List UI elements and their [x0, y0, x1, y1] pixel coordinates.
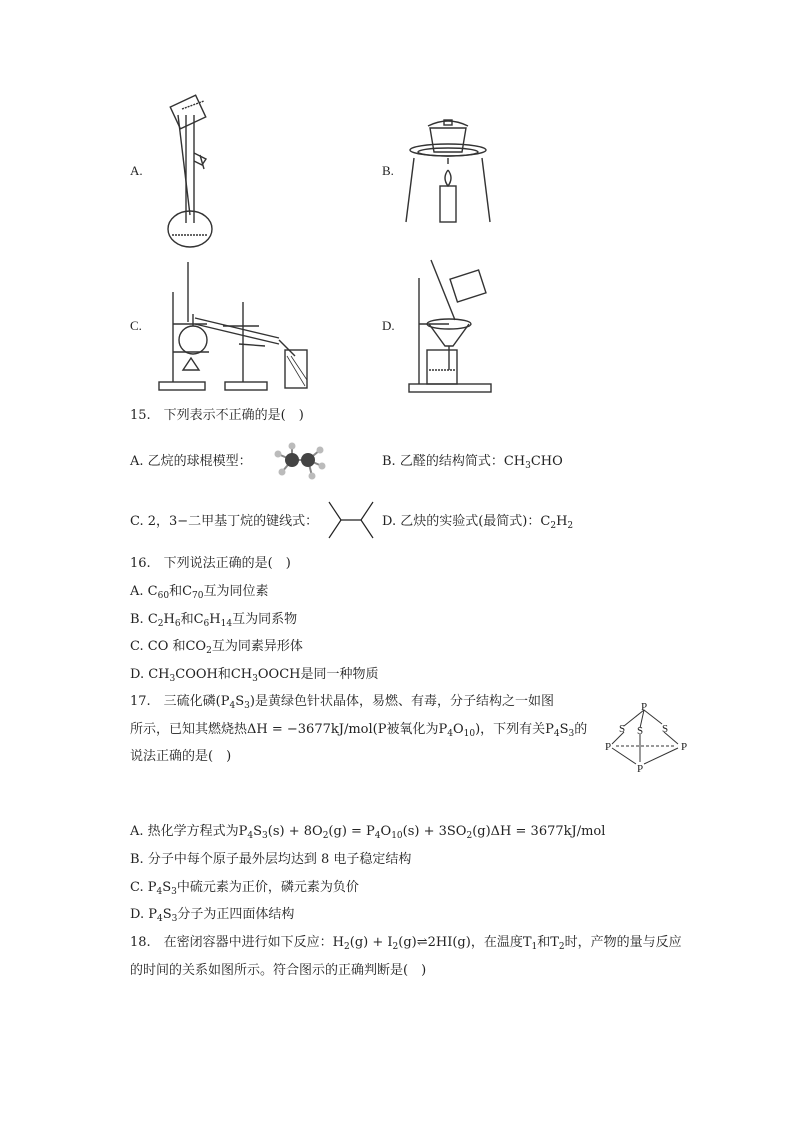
option-c-label: C. — [130, 318, 142, 333]
q16-option-b: B. $C_2H_6$和$C_6H_{14}$互为同系物 — [130, 612, 298, 629]
option-a-label: A. — [130, 163, 143, 178]
q15-option-a: A. 乙烷的球棍模型： — [130, 454, 252, 469]
crucible-heating-figure — [400, 118, 496, 226]
option-d-label: D. — [382, 318, 395, 333]
q18-stem-line2: 的时间的关系如图所示。符合图示的正确判断是( ) — [130, 963, 427, 978]
dimethylbutane-skeletal-formula-figure — [327, 498, 375, 542]
q16-stem: 16. 下列说法正确的是( ) — [130, 556, 291, 571]
atom-s-left: S — [618, 723, 626, 735]
chem-formula: $C_2H_2$ — [540, 514, 574, 531]
q17-option-b: B. 分子中每个原子最外层均达到 8 电子稳定结构 — [130, 852, 412, 867]
q16-option-a: A. $C_{60}$和$C_{70}$互为同位素 — [130, 584, 269, 601]
p4s3-molecular-structure-figure — [600, 700, 696, 776]
ethane-ball-stick-model-figure — [268, 436, 332, 486]
q15-option-d: D. 乙炔的实验式(最简式)：$C_2H_2$ — [382, 514, 574, 531]
q16-option-d: D. $CH_3COOH$和$CH_3OOCH$是同一种物质 — [130, 667, 379, 684]
q18-stem-line1: 18. 在密闭容器中进行如下反应：$H_2(g)$ + $I_2(g)\rightleftharpoons 2HI(g)$，在温度$T_1$和$T_2$时，产物的量与反应 — [130, 935, 682, 952]
q17-option-a: A. 热化学方程式为$P_4S_3(s) + 8O_2(g) = P_4O_{10}(s) + 3SO_2(g)\Delta H = 3677kJ/mol$ — [130, 824, 606, 841]
q17-stem-line2: 所示，已知其燃烧热ΔH = −3677kJ/mol(P被氧化为$P_4O_{10}$)，下列有关$P_4S_3$的 — [130, 722, 588, 739]
option-b-label: B. — [382, 163, 394, 178]
atom-p-bottom: P — [636, 763, 644, 775]
q17-option-d: D. $P_4S_3$分子为正四面体结构 — [130, 907, 295, 924]
atom-p-left: P — [604, 741, 612, 753]
q16-option-c: C. CO 和$CO_2$互为同素异形体 — [130, 639, 303, 656]
filtration-apparatus-figure — [405, 258, 505, 394]
q17-stem-line1: 17. 三硫化磷$(P_4S_3)$是黄绿色针状晶体，易燃、有毒，分子结构之一如图 — [130, 694, 554, 711]
atom-p-top: P — [640, 701, 648, 713]
q17-stem-line3: 说法正确的是( ) — [130, 749, 232, 764]
volumetric-flask-figure — [160, 95, 240, 250]
chem-formula: $CH_3CHO$ — [503, 454, 563, 471]
distillation-apparatus-figure — [155, 262, 315, 396]
atom-s-center: S — [636, 725, 644, 737]
q15-option-c: C. 2，3−二甲基丁烷的键线式： — [130, 514, 319, 529]
atom-p-right: P — [680, 741, 688, 753]
atom-s-right: S — [661, 723, 669, 735]
q17-option-c: C. $P_4S_3$中硫元素为正价，磷元素为负价 — [130, 880, 359, 897]
q15-stem: 15. 下列表示不正确的是( ) — [130, 408, 304, 423]
q15-option-b: B. 乙醛的结构简式：$CH_3CHO$ — [382, 454, 563, 471]
